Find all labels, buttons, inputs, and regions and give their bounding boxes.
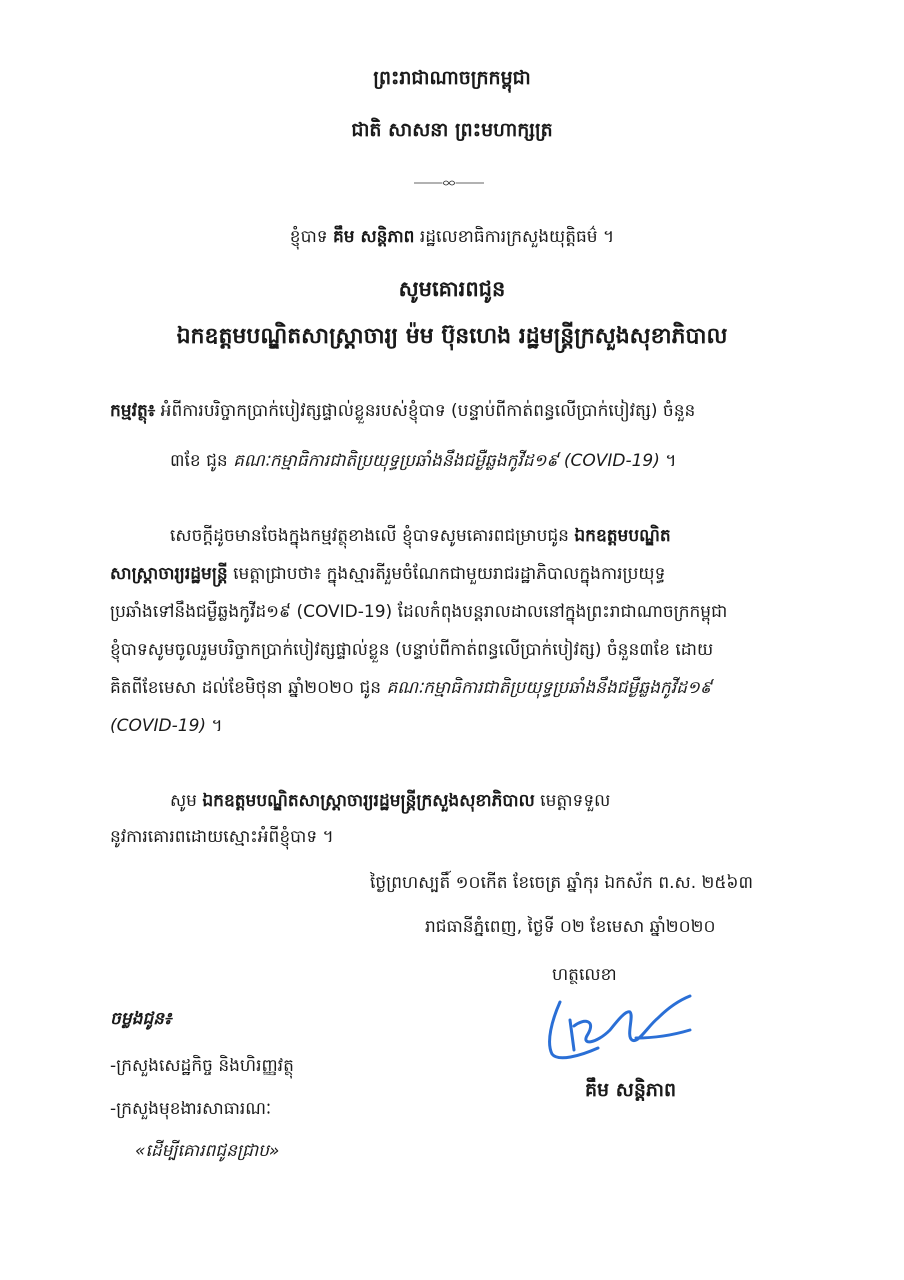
body2-line-2: នូវការគោរពដោយស្មោះអំពីខ្ញុំបាទ ។ [110, 827, 334, 847]
subject-duration: ៣ខែ ជូន [170, 451, 228, 471]
body1-committee: គណៈកម្មាធិការជាតិប្រយុទ្ធប្រឆាំងនឹងជម្ងឺឆ្លងកូវីដ១៩ [386, 678, 712, 698]
sender-role: រដ្ឋលេខាធិការក្រសួងយុត្តិធម៌ ។ [419, 227, 615, 247]
salutation: សូមគោរពជូន [398, 277, 506, 301]
ornament-divider [412, 178, 486, 188]
body2-please: សូម [170, 791, 197, 811]
cc-item-finance: -ក្រសួងសេដ្ឋកិច្ច និងហិរញ្ញវត្ថុ [110, 1056, 294, 1076]
subject-label: កម្មវត្ថុ៖ [110, 401, 156, 421]
body2-minister: ឯកឧត្តមបណ្ឌិតសាស្ត្រាចារ្យរដ្ឋមន្ត្រីក្រសួងសុខាភិបាល [202, 791, 535, 811]
solar-date: រាជធានីភ្នំពេញ, ថ្ងៃទី ០២ ខែមេសា ឆ្នាំ២០២០ [425, 917, 716, 937]
body1-text: សេចក្តីដូចមានចែងក្នុងកម្មវត្ថុខាងលើ ខ្ញុំបាទសូមគោរពជម្រាបជូន [170, 526, 569, 546]
cc-note: «ដើម្បីគោរពជូនជ្រាប» [135, 1141, 280, 1161]
body1-text-2: មេត្តាជ្រាបថា៖ ក្នុងស្មារតីរួមចំណែកជាមួយរាជរដ្ឋាភិបាលក្នុងការប្រយុទ្ធ [233, 564, 666, 584]
cc-title: ចម្លងជូន៖ [110, 1009, 172, 1029]
body1-line-6 [110, 715, 223, 740]
lunar-date: ថ្ងៃព្រហស្បតិ៍ ១០កើត ខែចេត្រ ឆ្នាំកុរ ឯកស័ក ព.ស. ២៥៦៣ [370, 873, 753, 893]
subject-line-2 [170, 450, 677, 475]
motto-heading: ជាតិ សាសនា ព្រះមហាក្សត្រ [351, 119, 553, 141]
body1-honorific: ឯកឧត្តមបណ្ឌិត [574, 526, 671, 546]
subject-committee: គណៈកម្មាធិការជាតិប្រយុទ្ធប្រឆាំងនឹងជម្ងឺឆ្លងកូវីដ១៩ (COVID-19) [233, 451, 660, 471]
body2-line-1 [170, 790, 610, 815]
body1-period: គិតពីខែមេសា ដល់ខែមិថុនា ឆ្នាំ២០២០ ជូន [110, 678, 382, 698]
body1-line-1 [170, 525, 671, 550]
body1-line-4: ខ្ញុំបាទសូមចូលរួមបរិច្ចាកប្រាក់បៀវត្សផ្ទាល់ខ្លួន (បន្ទាប់ពីកាត់ពន្ធលើប្រាក់បៀវត្ស) ចំនួន៣ខែ ដោយ [110, 640, 714, 660]
subject-end: ។ [665, 451, 677, 471]
handwritten-signature [540, 990, 700, 1065]
body2-accept: មេត្តាទទួល [540, 791, 611, 811]
body1-line-5 [110, 677, 712, 702]
body1-line-3: ប្រឆាំងទៅនឹងជម្ងឺឆ្លងកូវីដ១៩ (COVID-19) ដែលកំពុងបន្តរាលដាលនៅក្នុងព្រះរាជាណាចក្រកម្ពុជា [110, 602, 728, 622]
sender-line [0, 226, 904, 251]
sender-name: គឹម សន្តិភាព [332, 227, 415, 247]
body1-honorific-2: សាស្ត្រាចារ្យរដ្ឋមន្ត្រី [110, 564, 228, 584]
sender-prefix: ខ្ញុំបាទ [289, 227, 328, 247]
cc-item-civil-service: -ក្រសួងមុខងារសាធារណៈ [110, 1099, 272, 1119]
body1-line-2 [110, 563, 665, 588]
body1-covid: (COVID-19) [110, 716, 207, 736]
recipient: ឯកឧត្តមបណ្ឌិតសាស្ត្រាចារ្យ ម៉ម ប៊ុនហេង រដ្ឋមន្ត្រីក្រសួងសុខាភិបាល [176, 324, 728, 349]
signature-label: ហត្ថលេខា [552, 965, 617, 985]
signatory-name: គឹម សន្តិភាព [585, 1079, 677, 1101]
subject-line-1 [110, 400, 804, 425]
kingdom-heading: ព្រះរាជាណាចក្រកម្ពុជា [373, 67, 531, 89]
subject-text: អំពីការបរិច្ចាកប្រាក់បៀវត្សផ្ទាល់ខ្លួនរបស់ខ្ញុំបាទ (បន្ទាប់ពីកាត់ពន្ធលើប្រាក់បៀវត្ស) ចំនួន [160, 401, 696, 421]
body1-end: ។ [211, 716, 223, 736]
